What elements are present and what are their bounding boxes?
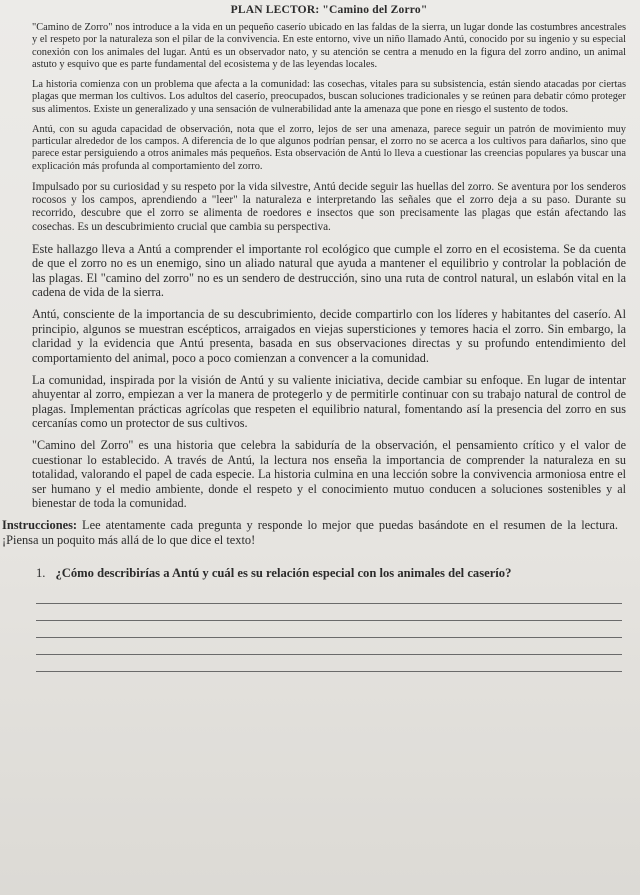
answer-line[interactable] bbox=[36, 587, 622, 604]
instructions-label: Instrucciones: bbox=[2, 518, 78, 533]
paragraph-4: Impulsado por su curiosidad y su respeto por la vida silvestre, Antú decide seguir las huellas del zorro. Se aventura por los senderos rocosos y los campos, aprendiendo a "leer" la naturaleza e interpretando las señales que el zorro deja a su paso. Durante su recorrido, descubre que el zorro se alimenta de roedores e insectos que son precisamente las plagas que están afectando las cosechas. Es un descubrimiento crucial que cambia su perspectiva. bbox=[32, 180, 626, 233]
paragraph-5: Este hallazgo lleva a Antú a comprender el importante rol ecológico que cumple el zorro en el ecosistema. Se da cuenta de que el zorro no es un enemigo, sino un aliado natural que ayuda a mantener el equilibrio y controlar la población de las plagas. El "camino del zorro" no es un sendero de destrucción, sino una ruta de control natural, un eslabón vital en la cadena de vida de la sierra. bbox=[32, 241, 626, 299]
instructions bbox=[2, 518, 626, 547]
paragraph-1: "Camino de Zorro" nos introduce a la vida en un pequeño caserío ubicado en las faldas de la sierra, un lugar donde las costumbres ancestrales y el respeto por la naturaleza son el pilar de la convivencia. En este entorno, vive un niño llamado Antú, conocido por su ingenio y su especial conexión con los animales del lugar. Antú es un observador nato, y su atención se centra a menudo en la figura del zorro andino, un animal astuto y esquivo que es parte fundamental del ecosistema y de las leyendas locales. bbox=[32, 22, 626, 70]
answer-line[interactable] bbox=[36, 638, 622, 655]
paragraph-7: La comunidad, inspirada por la visión de Antú y su valiente iniciativa, decide cambiar su enfoque. En lugar de intentar ahuyentar al zorro, empiezan a ver la manera de protegerlo y de permitirle continuar con su trabajo natural de control de plagas. Implementan prácticas agrícolas que respeten el equilibrio natural, fomentando así la presencia del zorro en sus cercanías como un protector de sus cultivos. bbox=[32, 372, 626, 431]
question-number: 1. bbox=[36, 565, 46, 580]
paragraph-3: Antú, con su aguda capacidad de observación, nota que el zorro, lejos de ser una amenaza, parece seguir un patrón de movimiento muy particular alrededor de los campos. A diferencia de lo que algunos podrían pensar, el zorro no se acerca a los cultivos para dañarlos, sino que parece estar persiguiendo a otros animales más pequeños. Esta observación de Antú lo lleva a cuestionar las creencias populares ya buscar una explicación más profunda al comportamiento del zorro. bbox=[32, 123, 626, 172]
page-title: PLAN LECTOR: "Camino del Zorro" bbox=[230, 4, 428, 16]
paragraph-8: "Camino del Zorro" es una historia que celebra la sabiduría de la observación, el pensamiento crítico y el valor de cuestionar lo establecido. A través de Antú, la lectura nos enseña la importancia de comprender la naturaleza en su totalidad, valorando el papel de cada especie. La historia culmina en una lección sobre la convivencia armoniosa entre el ser humano y el medio ambiente, donde el respeto y el conocimiento mutuo conducen a soluciones sostenibles y al bienestar de toda la comunidad. bbox=[32, 438, 626, 511]
question-1 bbox=[36, 566, 626, 581]
answer-line[interactable] bbox=[36, 604, 622, 621]
paragraph-6: Antú, consciente de la importancia de su descubrimiento, decide compartirlo con los líderes y habitantes del caserío. Al principio, algunos se muestran escépticos, arraigados en viejas supersticiones y temores hacia el zorro. Sin embargo, la claridad y la evidencia que Antú presenta, basada en sus observaciones directas y su profundo entendimiento del comportamiento del animal, poco a poco comienzan a convencer a la comunidad. bbox=[32, 307, 626, 365]
answer-area[interactable] bbox=[36, 587, 626, 672]
question-text: ¿Cómo describirías a Antú y cuál es su relación especial con los animales del caserío? bbox=[55, 565, 512, 580]
instructions-text: Lee atentamente cada pregunta y responde lo mejor que puedas basándote en el resumen de la lectura. ¡Piensa un poquito más allá de lo que dice el texto! bbox=[2, 518, 618, 548]
paragraph-2: La historia comienza con un problema que afecta a la comunidad: las cosechas, vitales para su subsistencia, están siendo atacadas por ciertas plagas que merman los cultivos. Los adultos del caserío, preocupados, buscan soluciones tradicionales y se reúnen para debatir cómo proteger sus alimentos. Existe un generalizado y una sensación de vulnerabilidad ante la amenaza que pone en riesgo el sustento de todos. bbox=[32, 79, 626, 115]
answer-line[interactable] bbox=[36, 655, 622, 672]
answer-line[interactable] bbox=[36, 621, 622, 638]
